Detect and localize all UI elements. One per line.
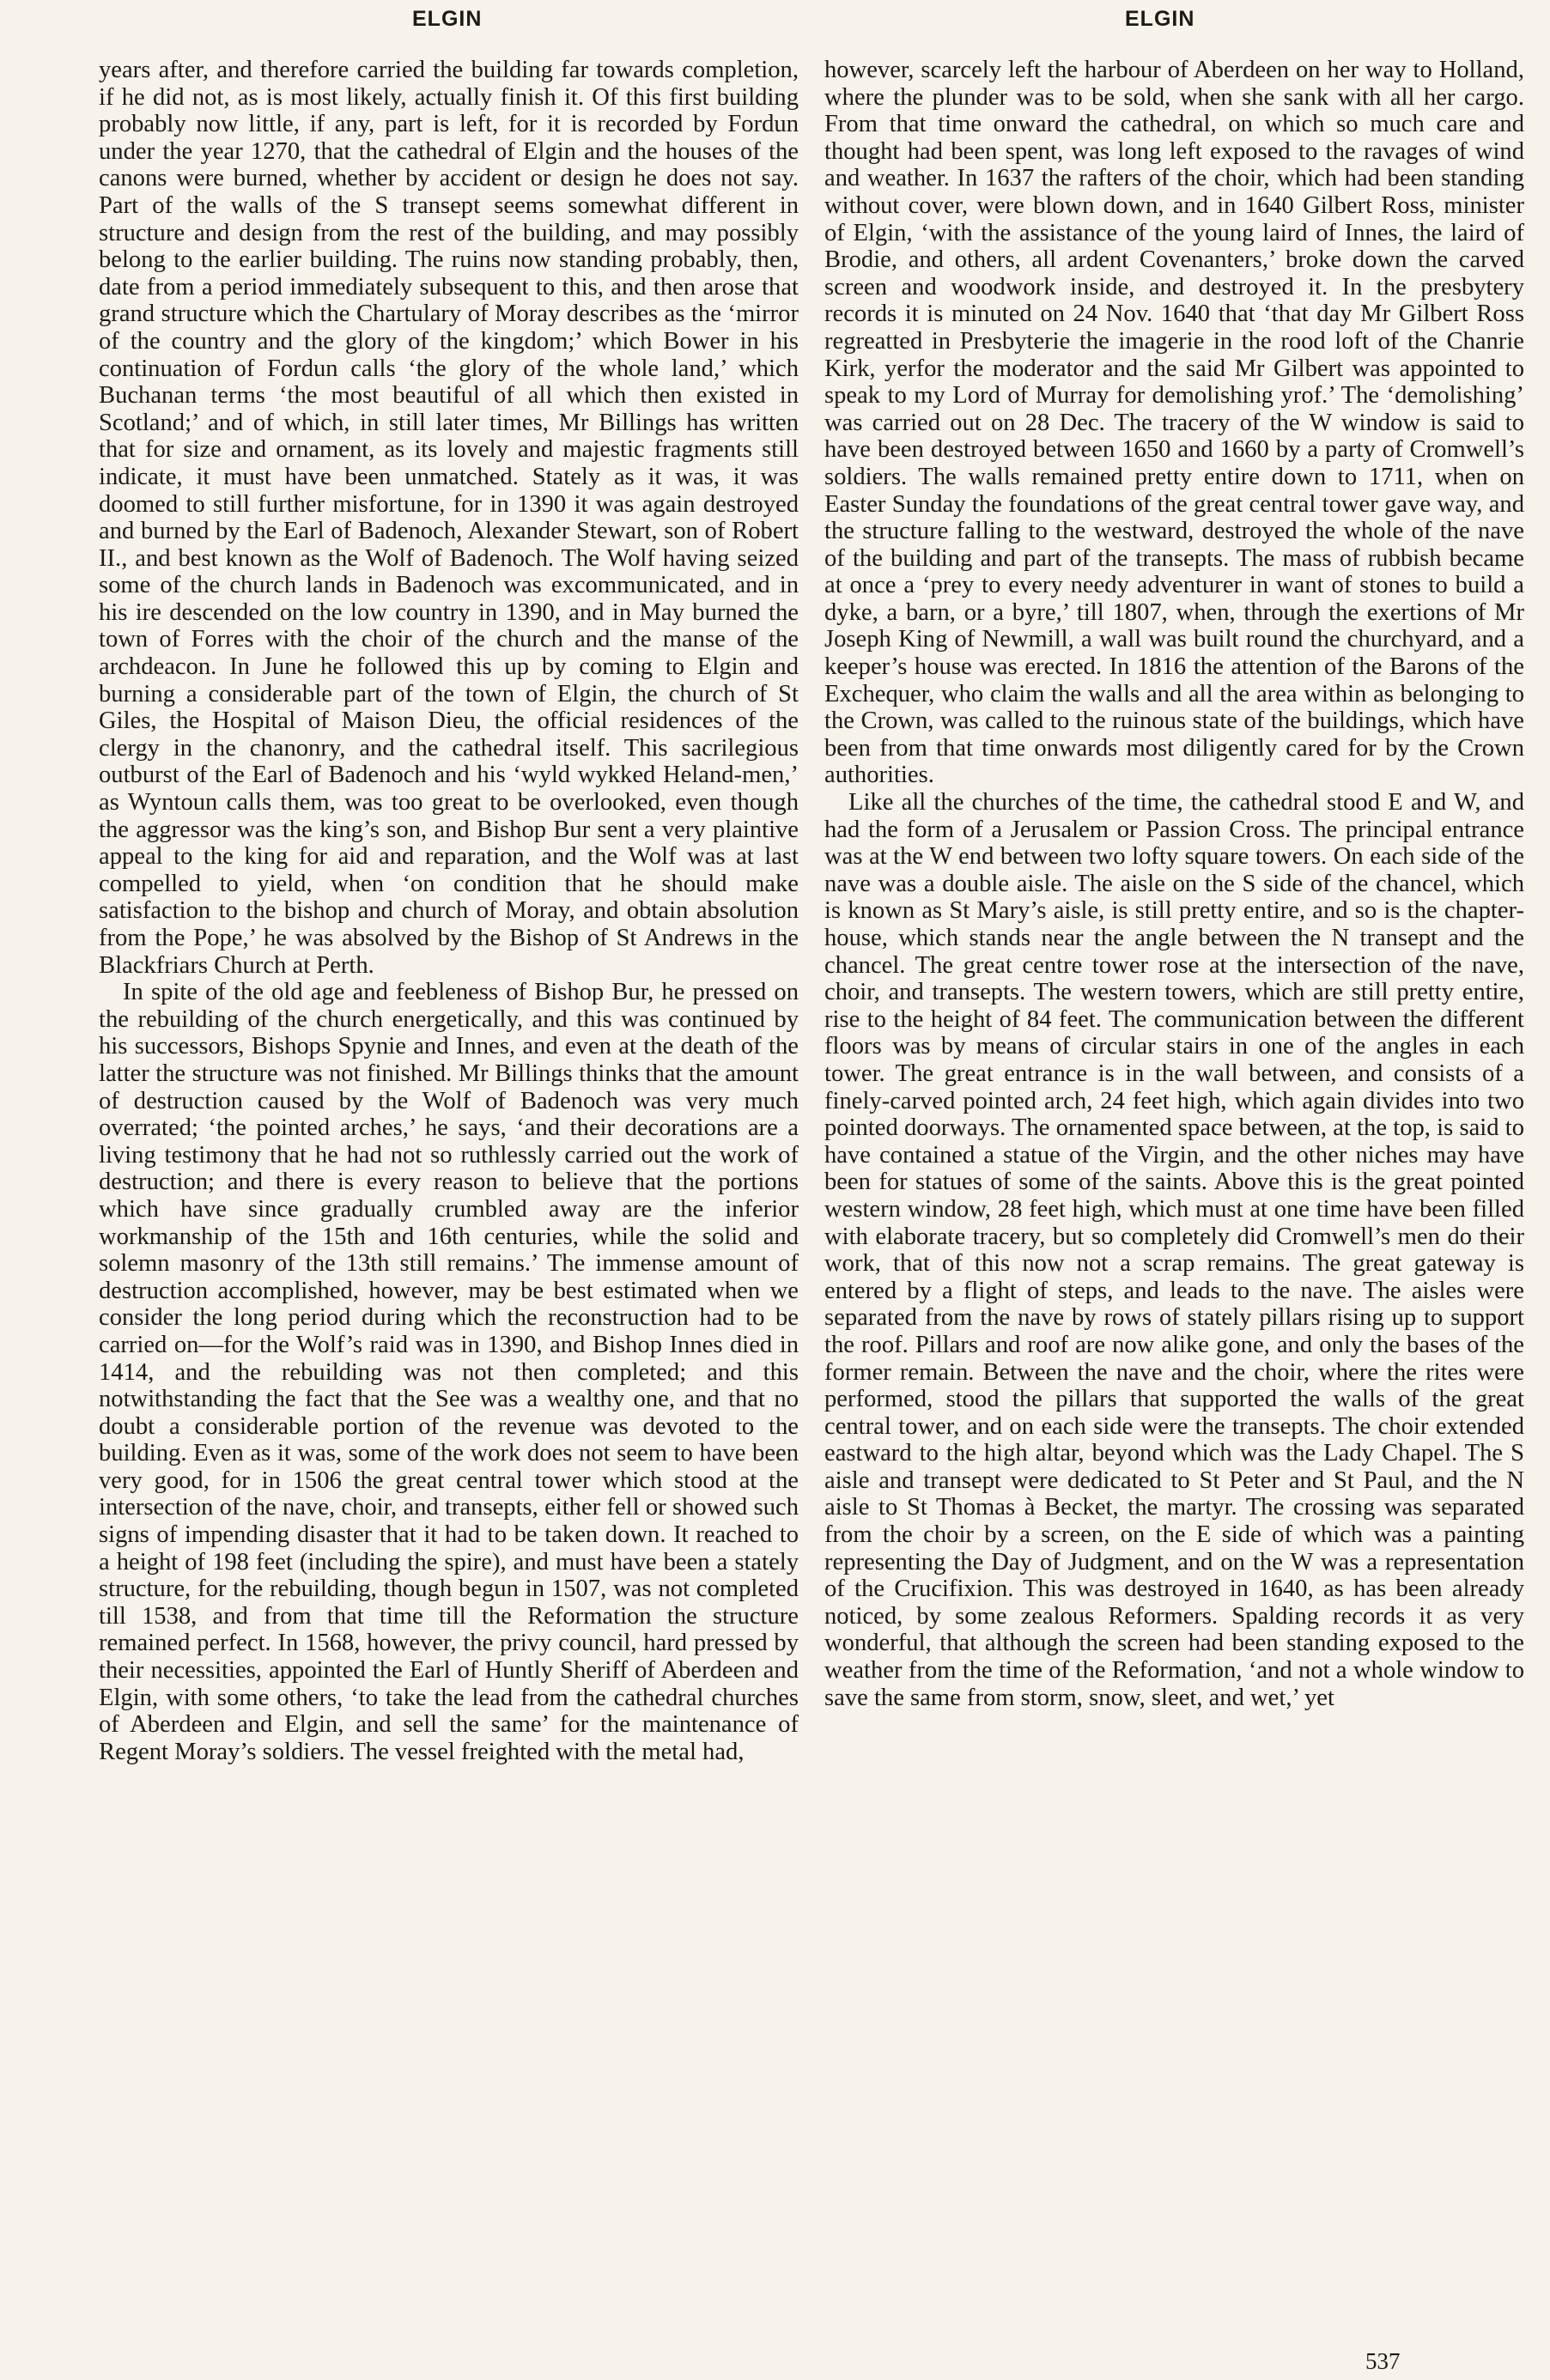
left-paragraph-2: In spite of the old age and feebleness of Bishop Bur, he pressed on the rebuilding of the church energetically, and this was continued by his successors, Bishops Spynie and Innes, and even at the death of the latter the structure was not finished. Mr Billings thinks that the amount of destruction caused by the Wolf of Badenoch was very much overrated; ‘the pointed arches,’ he says, ‘and their decorations are a living testimony that he had not so ruthlessly carried out the work of destruction; and there is every reason to believe that the portions which have since gradually crumbled away are the inferior workmanship of the 15th and 16th centuries, while the solid and solemn masonry of the 13th still remains.’ The immense amount of destruction accomplished, however, may be best estimated when we consider the long period during which the reconstruction had to be carried on—for the Wolf’s raid was in 1390, and Bishop Innes died in 1414, and the rebuilding was not then completed; and this notwithstanding the fact that the See was a wealthy one, and that no doubt a considerable portion of the revenue was devoted to the building. Even as it was, some of the work does not seem to have been very good, for in 1506 the great central tower which stood at the intersection of the nave, choir, and transepts, either fell or showed such signs of impending disaster that it had to be taken down. It reached to a height of 198 feet (including the spire), and must have been a stately structure, for the rebuilding, though begun in 1507, was not completed till 1538, and from that time till the Reformation the structure remained perfect. In 1568, however, the privy council, hard pressed by their necessities, appointed the Earl of Huntly Sheriff of Aberdeen and Elgin, with some others, ‘to take the lead from the cathedral churches of Aberdeen and Elgin, and sell the same’ for the maintenance of Regent Moray’s soldiers. The vessel freighted with the metal had, [99,979,799,1765]
left-column [99,57,799,1765]
left-paragraph-1: years after, and therefore carried the building far towards completion, if he did not, as is most likely, actually finish it. Of this first building probably now little, if any, part is left, for it is recorded by Fordun under the year 1270, that the cathedral of Elgin and the houses of the canons were burned, whether by accident or design he does not say. Part of the walls of the S transept seems somewhat different in structure and design from the rest of the building, and may possibly belong to the earlier building. The ruins now standing probably, then, date from a period immediately subsequent to this, and then arose that grand structure which the Chartulary of Moray describes as the ‘mirror of the country and the glory of the kingdom;’ which Bower in his continuation of Fordun calls ‘the glory of the whole land,’ which Buchanan terms ‘the most beautiful of all which then existed in Scotland;’ and of which, in still later times, Mr Billings has written that for size and ornament, as its lovely and majestic fragments still indicate, it must have been unmatched. Stately as it was, it was doomed to still further misfortune, for in 1390 it was again destroyed and burned by the Earl of Badenoch, Alexander Stewart, son of Robert II., and best known as the Wolf of Badenoch. The Wolf having seized some of the church lands in Badenoch was excommunicated, and in his ire descended on the low country in 1390, and in May burned the town of Forres with the choir of the church and the manse of the archdeacon. In June he followed this up by coming to Elgin and burning a considerable part of the town of Elgin, the church of St Giles, the Hospital of Maison Dieu, the official residences of the clergy in the chanonry, and the cathedral itself. This sacrilegious outburst of the Earl of Badenoch and his ‘wyld wykked Heland-men,’ as Wyntoun calls them, was too great to be overlooked, even though the aggressor was the king’s son, and Bishop Bur sent a very plaintive appeal to the king for aid and reparation, and the Wolf was at last compelled to yield, when ‘on condition that he should make satisfaction to the bishop and church of Moray, and obtain absolution from the Pope,’ he was absolved by the Bishop of St Andrews in the Blackfriars Church at Perth. [99,57,799,979]
right-paragraph-2: Like all the churches of the time, the cathedral stood E and W, and had the form of a Jerusalem or Passion Cross. The principal entrance was at the W end between two lofty square towers. On each side of the nave was a double aisle. The aisle on the S side of the chancel, which is known as St Mary’s aisle, is still pretty entire, and so is the chapter-house, which stands near the angle between the N transept and the chancel. The great centre tower rose at the intersection of the nave, choir, and transepts. The western towers, which are still pretty entire, rise to the height of 84 feet. The communication between the different floors was by means of circular stairs in one of the angles in each tower. The great entrance is in the wall between, and consists of a finely-carved pointed arch, 24 feet high, which again divides into two pointed doorways. The ornamented space between, at the top, is said to have contained a statue of the Virgin, and the other niches may have been for statues of some of the saints. Above this is the great pointed western window, 28 feet high, which must at one time have been filled with elaborate tracery, but so completely did Cromwell’s men do their work, that of this now not a scrap remains. The great gateway is entered by a flight of steps, and leads to the nave. The aisles were separated from the nave by rows of stately pillars rising up to support the roof. Pillars and roof are now alike gone, and only the bases of the former remain. Between the nave and the choir, where the rites were performed, stood the pillars that supported the walls of the great central tower, and on each side were the transepts. The choir extended eastward to the high altar, beyond which was the Lady Chapel. The S aisle and transept were dedicated to St Peter and St Paul, and the N aisle to St Thomas à Becket, the martyr. The crossing was separated from the choir by a screen, on the E side of which was a painting representing the Day of Judgment, and on the W was a representation of the Crucifixion. This was destroyed in 1640, as has been already noticed, by some zealous Reformers. Spalding records it as very wonderful, that although the screen had been standing exposed to the weather from the time of the Reformation, ‘and not a whole window to save the same from storm, snow, sleet, and wet,’ yet [824,789,1524,1711]
running-head-right: ELGIN [1125,7,1195,31]
right-paragraph-1: however, scarcely left the harbour of Aberdeen on her way to Holland, where the plunder was to be sold, when she sank with all her cargo. From that time onward the cathedral, on which so much care and thought had been spent, was long left exposed to the ravages of wind and weather. In 1637 the rafters of the choir, which had been standing without cover, were blown down, and in 1640 Gilbert Ross, minister of Elgin, ‘with the assistance of the young laird of Innes, the laird of Brodie, and others, all ardent Covenanters,’ broke down the carved screen and woodwork inside, and destroyed it. In the presbytery records it is minuted on 24 Nov. 1640 that ‘that day Mr Gilbert Ross regreatted in Presbyterie the imagerie in the rood loft of the Chanrie Kirk, yerfor the moderator and the said Mr Gilbert was appointed to speak to my Lord of Murray for demolishing yrof.’ The ‘demolishing’ was carried out on 28 Dec. The tracery of the W window is said to have been destroyed between 1650 and 1660 by a party of Cromwell’s soldiers. The walls remained pretty entire down to 1711, when on Easter Sunday the foundations of the great central tower gave way, and the structure falling to the westward, destroyed the whole of the nave of the building and part of the transepts. The mass of rubbish became at once a ‘prey to every needy adventurer in want of stones to build a dyke, a barn, or a byre,’ till 1807, when, through the exertions of Mr Joseph King of Newmill, a wall was built round the churchyard, and a keeper’s house was erected. In 1816 the attention of the Barons of the Exchequer, who claim the walls and all the area within as belonging to the Crown, was called to the ruinous state of the buildings, which have been from that time onwards most diligently cared for by the Crown authorities. [824,57,1524,789]
page-number: 537 [1365,2348,1401,2374]
running-head-left: ELGIN [412,7,483,31]
right-column [824,57,1524,1711]
running-header [0,7,1550,41]
